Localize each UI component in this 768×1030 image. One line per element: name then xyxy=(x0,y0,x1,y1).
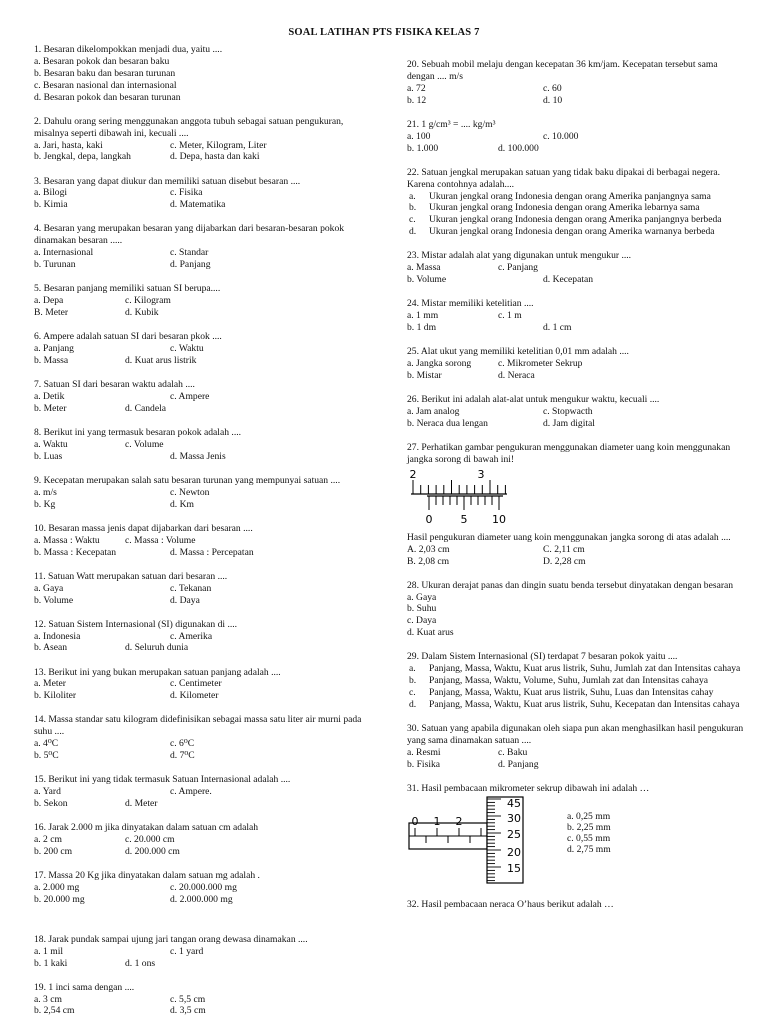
question-stem: 26. Berikut ini adalah alat-alat untuk mengukur waktu, kecuali .... xyxy=(407,394,660,406)
question-stem: 14. Massa standar satu kilogram didefinisikan sebagai massa satu liter air murni pada suhu .... xyxy=(34,714,362,738)
question-28 xyxy=(407,580,747,640)
question-16 xyxy=(34,822,376,858)
option-c: c. Volume xyxy=(125,438,164,450)
option-c: c. Stopwacth xyxy=(543,405,593,417)
option-b: b. 1 dm xyxy=(407,322,437,334)
option-c: c. Ampere xyxy=(170,390,210,402)
option-c: c. Besaran nasional dan internasional xyxy=(34,79,177,91)
thimble-scale-label: 30 xyxy=(507,811,521,825)
option-a: a. 2.000 mg xyxy=(34,881,80,893)
option-b: b. 200 cm xyxy=(34,845,73,857)
option-b: b. Massa : Kecepatan xyxy=(34,546,117,558)
question-10 xyxy=(34,523,376,559)
option-a: A. 2,03 cm xyxy=(407,543,450,555)
option-b: b. Jengkal, depa, langkah xyxy=(34,151,131,163)
option-b: b. Asean xyxy=(34,642,68,654)
option-c: c. Kilogram xyxy=(125,295,171,307)
option-letter: d. xyxy=(409,226,417,238)
option-a: a. 100 xyxy=(407,130,431,142)
option-c: c. Massa : Volume xyxy=(125,534,196,546)
option-c: c. 20.000 cm xyxy=(125,834,175,846)
question-stem: 4. Besaran yang merupakan besaran yang dijabarkan dari besaran-besaran pokok dinamakan besaran ..... xyxy=(34,223,345,247)
option-b: b. Luas xyxy=(34,450,63,462)
option-a: a. Jari, hasta, kaki xyxy=(34,139,103,151)
option-b: b. Turunan xyxy=(34,259,76,271)
option-c: c. Fisika xyxy=(170,187,203,199)
question-followup: Hasil pengukuran diameter uang koin menggunakan jangka sorong di atas adalah .... xyxy=(407,531,731,543)
option-c: c. Daya xyxy=(407,615,437,627)
option-c: c. Tekanan xyxy=(170,582,212,594)
option-c: c. Waktu xyxy=(170,343,204,355)
question-9 xyxy=(34,475,376,511)
option-d: d. Matematika xyxy=(170,199,226,211)
option-c: c. Amerika xyxy=(170,630,213,642)
vernier-scale-label: 10 xyxy=(492,512,506,526)
option-c: c. Panjang xyxy=(498,262,538,274)
question-5 xyxy=(34,283,376,319)
thimble-scale-label: 15 xyxy=(507,861,521,875)
option-b: b. 1.000 xyxy=(407,142,439,154)
question-8 xyxy=(34,427,376,463)
option-b: b. 20.000 mg xyxy=(34,893,85,905)
question-stem: 5. Besaran panjang memiliki satuan SI berupa.... xyxy=(34,283,221,295)
question-1 xyxy=(34,44,376,104)
option-b: b. Volume xyxy=(34,594,74,606)
option-letter: b. xyxy=(409,202,417,214)
question-22 xyxy=(407,167,747,238)
question-14 xyxy=(34,714,376,762)
option-d: d. Neraca xyxy=(498,369,535,381)
option-d: d. 7⁰C xyxy=(170,750,195,762)
question-stem: 13. Berikut ini yang bukan merupakan satuan panjang adalah .... xyxy=(34,666,281,678)
question-2 xyxy=(34,116,376,164)
option-b: b. 12 xyxy=(407,94,427,106)
option-b: b. Mistar xyxy=(407,369,442,381)
option-d: d. Massa : Percepatan xyxy=(170,546,254,558)
option-d: d. Km xyxy=(170,498,194,510)
question-stem: 9. Kecepatan merupakan salah satu besaran turunan yang mempunyai satuan .... xyxy=(34,474,341,486)
micrometer-figure xyxy=(407,795,747,887)
option-b: b. 2,54 cm xyxy=(34,1005,75,1017)
question-stem: 8. Berikut ini yang termasuk besaran pokok adalah .... xyxy=(34,426,242,438)
option-d: d. 2,75 mm xyxy=(567,844,611,856)
option-a: a. Waktu xyxy=(34,438,68,450)
option-c: c. 0,55 mm xyxy=(567,833,611,845)
right-column xyxy=(407,44,747,923)
option-d: d. 1 ons xyxy=(125,957,156,969)
option-a: a. m/s xyxy=(34,486,57,498)
option-c: c. Meter, Kilogram, Liter xyxy=(170,139,267,151)
option-c: c. 1 m xyxy=(498,310,522,322)
question-19 xyxy=(34,982,376,1018)
option-a: a. Besaran pokok dan besaran baku xyxy=(34,55,170,67)
vernier-scale-label: 0 xyxy=(425,512,433,526)
question-24 xyxy=(407,298,747,334)
thimble-scale-label: 25 xyxy=(507,827,521,841)
question-23 xyxy=(407,250,747,286)
option-c: Ukuran jengkal orang Indonesia dengan orang Amerika panjangnya berbeda xyxy=(429,214,722,226)
option-d: d. 1 cm xyxy=(543,322,572,334)
option-c: Panjang, Massa, Waktu, Kuat arus listrik, Suhu, Luas dan Intensitas cahay xyxy=(429,687,714,699)
question-stem: 31. Hasil pembacaan mikrometer sekrup dibawah ini adalah … xyxy=(407,782,650,794)
option-b: Panjang, Massa, Waktu, Volume, Suhu, Jumlah zat dan Intensitas cahaya xyxy=(429,675,708,687)
question-7 xyxy=(34,379,376,415)
option-d: d. 100.000 xyxy=(498,142,539,154)
option-c: c. Baku xyxy=(498,746,528,758)
option-c: c. Newton xyxy=(170,486,210,498)
option-a: a. 0,25 mm xyxy=(567,810,611,822)
question-stem: 28. Ukuran derajat panas dan dingin suatu benda tersebut dinyatakan dengan besaran xyxy=(407,579,734,591)
question-stem: 10. Besaran massa jenis dapat dijabarkan dari besaran .... xyxy=(34,522,253,534)
option-a: a. Jam analog xyxy=(407,405,460,417)
option-a: a. Yard xyxy=(34,786,61,798)
option-b: b. Sekon xyxy=(34,798,68,810)
question-stem: 18. Jarak pundak sampai ujung jari tangan orang dewasa dinamakan .... xyxy=(34,933,308,945)
question-stem: 3. Besaran yang dapat diukur dan memiliki satuan disebut besaran .... xyxy=(34,175,301,187)
question-21 xyxy=(407,119,747,155)
micrometer-diagram xyxy=(407,795,527,887)
option-letter: a. xyxy=(409,190,416,202)
option-d: d. 10 xyxy=(543,94,563,106)
option-d: d. Kuat arus xyxy=(407,627,454,639)
vernier-caliper-diagram xyxy=(407,466,517,528)
question-stem: 22. Satuan jengkal merupakan satuan yang tidak baku dipakai di berbagai negera. Karena contohnya adalah.... xyxy=(407,166,721,190)
sleeve-scale-label: 0 xyxy=(411,814,419,828)
option-b: b. Kg xyxy=(34,498,56,510)
option-c: c. 20.000.000 mg xyxy=(170,881,237,893)
question-stem: 24. Mistar memiliki ketelitian .... xyxy=(407,298,534,310)
main-scale-label: 2 xyxy=(409,467,417,481)
option-d: d. Jam digital xyxy=(543,417,595,429)
option-letter: a. xyxy=(409,663,416,675)
option-a: a. Bilogi xyxy=(34,187,68,199)
option-d: d. Massa Jenis xyxy=(170,450,226,462)
question-stem: 21. 1 g/cm³ = .... kg/m³ xyxy=(407,118,496,130)
option-a: a. 1 mm xyxy=(407,310,439,322)
thimble-scale-label: 20 xyxy=(507,845,521,859)
question-27 xyxy=(407,442,747,567)
sleeve-scale-label: 1 xyxy=(433,814,441,828)
question-32 xyxy=(407,899,747,911)
vernier-caliper-figure xyxy=(407,466,747,532)
thimble-scale-label: 45 xyxy=(507,796,521,810)
option-d: d. Kilometer xyxy=(170,690,219,702)
question-stem: 7. Satuan SI dari besaran waktu adalah .... xyxy=(34,379,195,391)
option-b: Ukuran jengkal orang Indonesia dengan orang Amerika lebarnya sama xyxy=(429,202,700,214)
option-d: d. Panjang xyxy=(170,259,211,271)
question-stem: 2. Dahulu orang sering menggunakan anggota tubuh sebagai satuan pengukuran, misalnya seperti dibawah ini, kecuali .... xyxy=(34,115,344,139)
question-stem: 29. Dalam Sistem Internasional (SI) terdapat 7 besaran pokok yaitu .... xyxy=(407,651,678,663)
option-c: C. 2,11 cm xyxy=(543,543,585,555)
sleeve-scale-label: 2 xyxy=(455,814,463,828)
option-a: a. Gaya xyxy=(407,591,437,603)
question-stem: 6. Ampere adalah satuan SI dari besaran pkok .... xyxy=(34,331,222,343)
option-c: c. Ampere. xyxy=(170,786,212,798)
question-18 xyxy=(34,934,376,970)
option-d: d. Candela xyxy=(125,402,167,414)
option-d: d. Kecepatan xyxy=(543,274,594,286)
option-b: b. Neraca dua lengan xyxy=(407,417,488,429)
question-15 xyxy=(34,774,376,810)
question-stem: 32. Hasil pembacaan neraca O’haus berikut adalah … xyxy=(407,898,614,910)
option-d: d. Panjang xyxy=(498,758,539,770)
option-b: b. 5⁰C xyxy=(34,750,59,762)
question-stem: 27. Perhatikan gambar pengukuran menggunakan diameter uang koin menggunakan jangka sorong di bawah ini! xyxy=(407,441,731,465)
question-stem: 23. Mistar adalah alat yang digunakan untuk mengukur .... xyxy=(407,250,632,262)
option-a: a. 3 cm xyxy=(34,993,62,1005)
option-letter: c. xyxy=(409,214,416,226)
vernier-scale-label: 5 xyxy=(460,512,468,526)
option-a: a. Meter xyxy=(34,678,66,690)
question-stem: 1. Besaran dikelompokkan menjadi dua, yaitu .... xyxy=(34,44,223,55)
option-b: b. Meter xyxy=(34,402,67,414)
question-stem: 11. Satuan Watt merupakan satuan dari besaran .... xyxy=(34,570,228,582)
question-stem: 12. Satuan Sistem Internasional (SI) digunakan di .... xyxy=(34,618,238,630)
option-b: b. 2,25 mm xyxy=(567,821,611,833)
option-b: b. 1 kaki xyxy=(34,957,68,969)
page-title: SOAL LATIHAN PTS FISIKA KELAS 7 xyxy=(288,27,480,38)
option-d: d. Daya xyxy=(170,594,200,606)
micrometer-options xyxy=(567,811,611,856)
option-a: a. Gaya xyxy=(34,582,64,594)
question-stem: 19. 1 inci sama dengan .... xyxy=(34,981,135,993)
question-25 xyxy=(407,346,747,382)
option-d: d. Kubik xyxy=(125,307,159,319)
question-stem: 20. Sebuah mobil melaju dengan kecepatan 36 km/jam. Kecepatan tersebut sama dengan .... m/s xyxy=(407,59,718,82)
option-a: a. Massa xyxy=(407,262,441,274)
option-d: d. 2.000.000 mg xyxy=(170,893,233,905)
question-29 xyxy=(407,651,747,711)
option-b: B. 2,08 cm xyxy=(407,555,450,567)
option-a: a. 1 mil xyxy=(34,945,64,957)
option-d: Ukuran jengkal orang Indonesia dengan orang Amerika warnanya berbeda xyxy=(429,226,715,238)
option-d: d. Seluruh dunia xyxy=(125,642,189,654)
option-a: a. Jangka sorong xyxy=(407,358,472,370)
option-d: d. Meter xyxy=(125,798,158,810)
option-d: d. Depa, hasta dan kaki xyxy=(170,151,260,163)
question-stem: 17. Massa 20 Kg jika dinyatakan dalam satuan mg adalah . xyxy=(34,870,260,882)
option-c: c. 5,5 cm xyxy=(170,993,206,1005)
option-b: b. Besaran baku dan besaran turunan xyxy=(34,67,176,79)
question-31 xyxy=(407,783,747,887)
option-a: a. 2 cm xyxy=(34,834,62,846)
option-b: b. Kimia xyxy=(34,199,68,211)
question-stem: 15. Berikut ini yang tidak termasuk Satuan Internasional adalah .... xyxy=(34,774,291,786)
option-a: Panjang, Massa, Waktu, Kuat arus listrik, Suhu, Jumlah zat dan Intensitas cahaya xyxy=(429,663,741,675)
option-c: c. Standar xyxy=(170,247,209,259)
option-c: c. 6⁰C xyxy=(170,738,195,750)
option-b: b. Massa xyxy=(34,354,69,366)
option-c: c. Centimeter xyxy=(170,678,222,690)
question-3 xyxy=(34,176,376,212)
option-d: d. 200.000 cm xyxy=(125,845,180,857)
option-a: a. 4⁰C xyxy=(34,738,59,750)
question-20 xyxy=(407,59,747,107)
option-a: a. Internasional xyxy=(34,247,94,259)
option-letter: b. xyxy=(409,675,417,687)
option-c: c. 1 yard xyxy=(170,945,204,957)
option-a: a. Resmi xyxy=(407,746,441,758)
option-c: c. 60 xyxy=(543,82,562,94)
option-d: d. Kuat arus listrik xyxy=(125,354,197,366)
option-b: b. Kiloliter xyxy=(34,690,77,702)
option-a: a. Detik xyxy=(34,390,65,402)
option-a: a. Massa : Waktu xyxy=(34,534,100,546)
option-a: Ukuran jengkal orang Indonesia dengan orang Amerika panjangnya sama xyxy=(429,190,711,202)
option-b: b. Volume xyxy=(407,274,447,286)
question-13 xyxy=(34,667,376,703)
question-26 xyxy=(407,394,747,430)
question-stem: 30. Satuan yang apabila digunakan oleh siapa pun akan menghasilkan hasil pengukuran yang sama dinamakan satuan .... xyxy=(407,723,744,746)
option-a: a. Panjang xyxy=(34,343,74,355)
option-a: a. Depa xyxy=(34,295,64,307)
option-d: d. 3,5 cm xyxy=(170,1005,206,1017)
question-12 xyxy=(34,619,376,655)
option-c: c. Mikrometer Sekrup xyxy=(498,358,583,370)
option-letter: d. xyxy=(409,698,417,710)
left-column xyxy=(34,44,376,1030)
option-letter: c. xyxy=(409,687,416,699)
option-b: b. Suhu xyxy=(407,603,437,615)
option-c: c. 10.000 xyxy=(543,130,579,142)
question-4 xyxy=(34,223,376,271)
question-17 xyxy=(34,870,376,906)
question-stem: 16. Jarak 2.000 m jika dinyatakan dalam satuan cm adalah xyxy=(34,822,259,834)
option-d: Panjang, Massa, Waktu, Kuat arus listrik, Suhu, Kecepatan dan Intensitas cahaya xyxy=(429,698,740,710)
question-stem: 25. Alat ukut yang memiliki ketelitian 0,01 mm adalah .... xyxy=(407,346,629,358)
option-b: b. Fisika xyxy=(407,758,441,770)
question-6 xyxy=(34,331,376,367)
option-d: D. 2,28 cm xyxy=(543,555,586,567)
question-11 xyxy=(34,571,376,607)
main-scale-label: 3 xyxy=(477,467,485,481)
option-b: B. Meter xyxy=(34,307,69,319)
option-a: a. 72 xyxy=(407,82,426,94)
option-d: d. Besaran pokok dan besaran turunan xyxy=(34,91,181,103)
option-a: a. Indonesia xyxy=(34,630,81,642)
question-30 xyxy=(407,723,747,771)
